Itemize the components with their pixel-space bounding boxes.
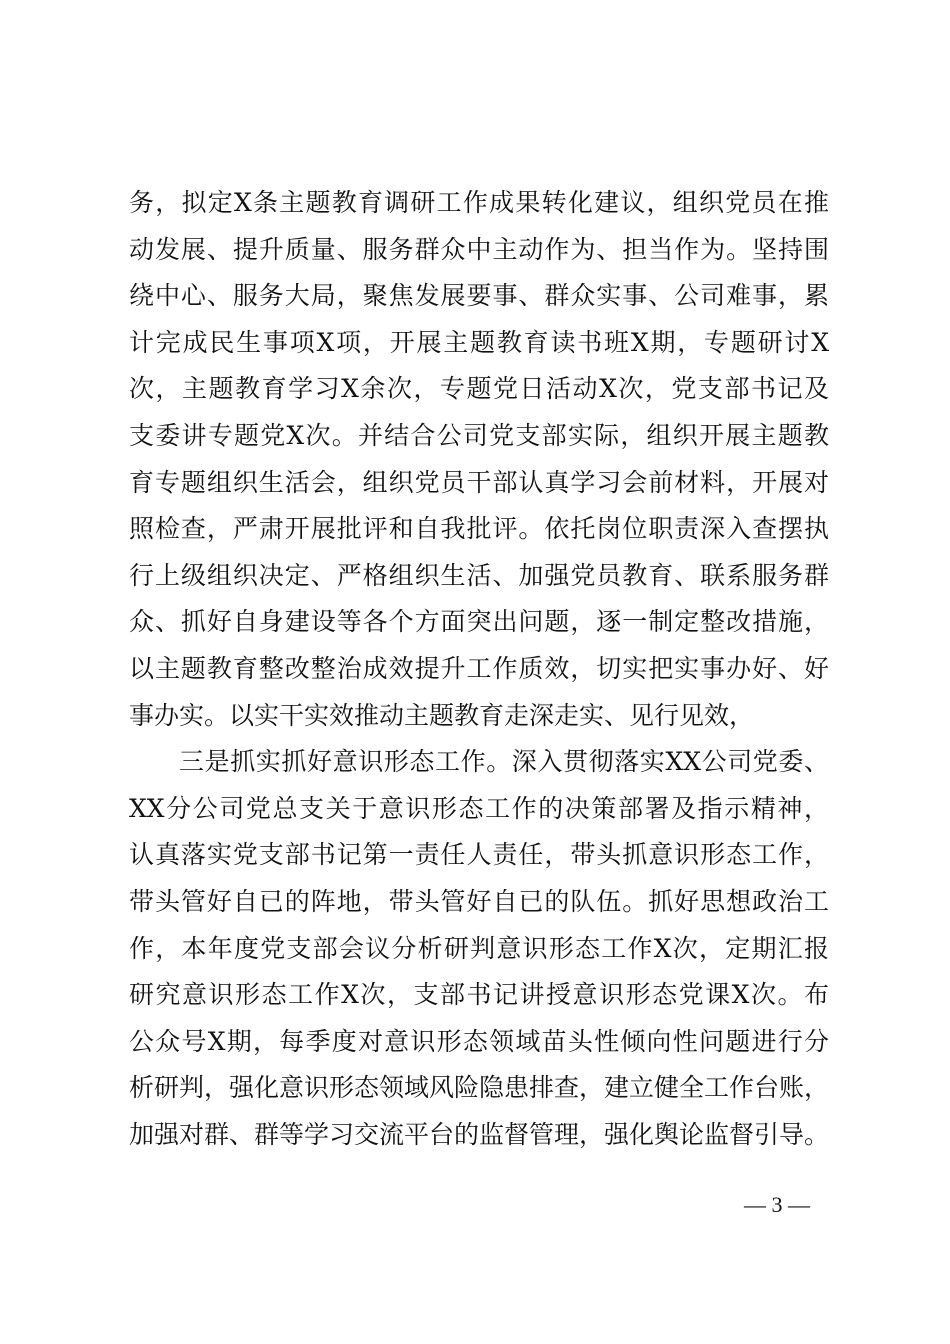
paragraph-ideology-work [129, 739, 829, 1158]
text-line: 析研判，强化意识形态领域风险隐患排查，建立健全工作台账， [129, 1073, 829, 1103]
text-line: 育专题组织生活会，组织党员干部认真学习会前材料，开展对 [129, 467, 829, 497]
text-line: 以主题教育整改整治成效提升工作质效，切实把实事办好、好 [129, 653, 829, 683]
text-line: 动发展、提升质量、服务群众中主动作为、担当作为。坚持围 [129, 234, 829, 264]
text-line: 带头管好自已的阵地，带头管好自已的队伍。抓好思想政治工 [129, 886, 829, 916]
text-line: 认真落实党支部书记第一责任人责任，带头抓意识形态工作， [129, 840, 829, 870]
text-line: 三是抓实抓好意识形态工作。深入贯彻落实XX公司党委、 [179, 747, 829, 777]
text-line: 加强对群、群等学习交流平台的监督管理，强化舆论监督引导。 [129, 1119, 829, 1149]
text-line: 照检查，严肃开展批评和自我批评。依托岗位职责深入查摆执 [129, 514, 829, 544]
text-line: 公众号X期，每季度对意识形态领域苗头性倾向性问题进行分 [129, 1026, 829, 1056]
text-line: 行上级组织决定、严格组织生活、加强党员教育、联系服务群 [129, 560, 829, 590]
text-line: 次，主题教育学习X余次，专题党日活动X次，党支部书记及 [129, 374, 829, 404]
text-line: 绕中心、服务大局，聚焦发展要事、群众实事、公司难事，累 [129, 281, 829, 311]
text-line: 众、抓好自身建设等各个方面突出问题，逐一制定整改措施， [129, 607, 829, 637]
text-line: XX分公司党总支关于意识形态工作的决策部署及指示精神， [129, 793, 829, 823]
paragraph-continued [129, 180, 829, 739]
page-number: — 3 — [744, 1192, 810, 1217]
text-line: 务，拟定X条主题教育调研工作成果转化建议，组织党员在推 [129, 188, 829, 217]
body-text [129, 180, 829, 1158]
text-line: 作，本年度党支部会议分析研判意识形态工作X次，定期汇报 [129, 933, 829, 963]
text-line: 事办实。以实干实效推动主题教育走深走实、见行见效， [129, 700, 755, 730]
text-line: 研究意识形态工作X次，支部书记讲授意识形态党课X次。布 [129, 980, 829, 1010]
text-line: 支委讲专题党X次。并结合公司党支部实际，组织开展主题教 [129, 420, 829, 450]
text-line: 计完成民生事项X项，开展主题教育读书班X期，专题研讨X [129, 327, 829, 357]
